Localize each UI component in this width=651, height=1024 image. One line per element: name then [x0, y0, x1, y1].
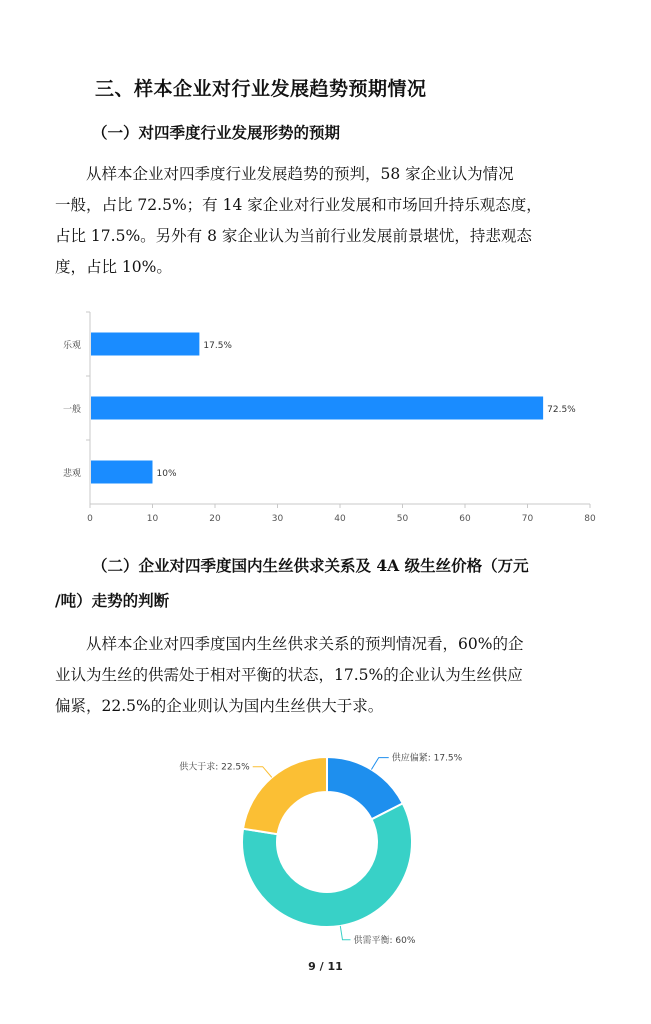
leader-line	[253, 767, 272, 778]
page-number: 9 / 11	[308, 960, 343, 973]
section-title: 三、样本企业对行业发展趋势预期情况	[95, 78, 427, 100]
paragraph-1-line: 度，占比 10%。	[55, 258, 172, 276]
paragraph-2-line: 业认为生丝的供需处于相对平衡的状态，17.5%的企业认为生丝供应	[55, 666, 523, 684]
x-tick-label: 20	[209, 514, 221, 524]
slice-label: 供需平衡: 60%	[353, 935, 416, 946]
x-tick-label: 60	[459, 514, 471, 524]
paragraph-1-line: 一般，占比 72.5%；有 14 家企业对行业发展和市场回升持乐观态度，	[55, 196, 542, 214]
x-tick-label: 80	[584, 514, 596, 524]
category-label: 一般	[62, 405, 81, 415]
category-label: 悲观	[62, 469, 81, 479]
x-tick-label: 70	[521, 514, 534, 524]
bar-value-label: 10%	[156, 469, 177, 479]
donut-slice	[243, 757, 327, 834]
category-label: 乐观	[62, 341, 81, 351]
x-tick-label: 40	[334, 514, 346, 524]
slice-label: 供大于求: 22.5%	[179, 762, 250, 773]
subsection-title-2-line1: （二）企业对四季度国内生丝供求关系及 4A 级生丝价格（万元	[92, 556, 529, 575]
x-tick-label: 0	[87, 514, 93, 524]
paragraph-2-line: 偏紧，22.5%的企业则认为国内生丝供大于求。	[55, 697, 384, 715]
leader-line	[371, 758, 388, 770]
paragraph-1-line: 从样本企业对四季度行业发展趋势的预判，58 家企业认为情况	[86, 165, 514, 183]
bar-value-label: 72.5%	[547, 405, 576, 415]
x-tick-label: 30	[271, 514, 284, 524]
paragraph-2-line: 从样本企业对四季度国内生丝供求关系的预判情况看，60%的企	[86, 635, 524, 653]
x-tick-label: 10	[146, 514, 159, 524]
subsection-title-1: （一）对四季度行业发展形势的预期	[92, 123, 341, 142]
paragraph-1-line: 占比 17.5%。另外有 8 家企业认为当前行业发展前景堪忧，持悲观态	[55, 227, 532, 245]
bar-value-label: 17.5%	[203, 341, 232, 351]
leader-line	[340, 926, 350, 940]
subsection-title-2-line2: /吨）走势的判断	[55, 591, 170, 610]
x-tick-label: 50	[396, 514, 409, 524]
slice-label: 供应偏紧: 17.5%	[391, 753, 463, 764]
